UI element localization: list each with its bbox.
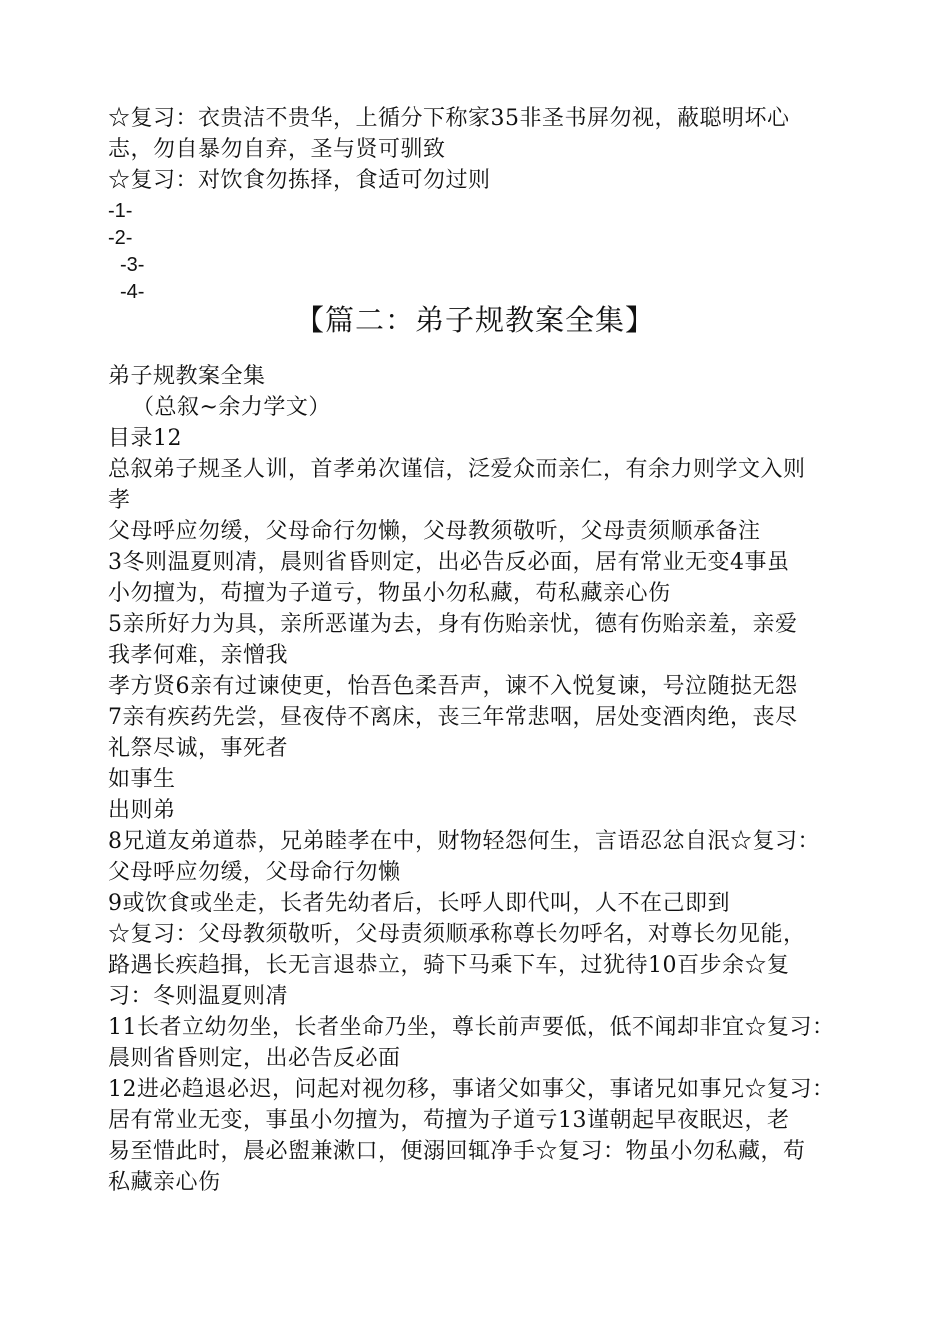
body-line: 11长者立幼勿坐，长者坐命乃坐，尊长前声要低，低不闻却非宜☆复习：: [108, 1015, 835, 1040]
body-line: 12进必趋退必迟，问起对视勿移，事诸父如事父，事诸兄如事兄☆复习：: [108, 1077, 835, 1102]
body-line: 孝: [108, 488, 131, 513]
page-number-3: -3-: [120, 254, 145, 276]
body-line: 居有常业无变，事虽小勿擅为，苟擅为子道亏13谨朝起早夜眠迟，老: [108, 1108, 790, 1133]
body-line: 5亲所好力为具，亲所恶谨为去，身有伤贻亲忧，德有伤贻亲羞，亲爱: [108, 612, 798, 637]
body-line: 路遇长疾趋揖，长无言退恭立，骑下马乘下车，过犹待10百步余☆复: [108, 953, 790, 978]
body-line: 总叙弟子规圣人训，首孝弟次谨信，泛爱众而亲仁，有余力则学文入则: [108, 457, 806, 482]
body-line: 晨则省昏则定，出必告反必面: [108, 1046, 401, 1071]
body-line: ☆复习：父母教须敬听，父母责须顺承称尊长勿呼名，对尊长勿见能，: [108, 922, 806, 947]
review-line-2: 志，勿自暴勿自弃，圣与贤可驯致: [108, 137, 446, 162]
body-line: 9或饮食或坐走，长者先幼者后，长呼人即代叫，人不在己即到: [108, 891, 730, 916]
body-line: 礼祭尽诚，事死者: [108, 736, 289, 761]
page-number-1: -1-: [108, 200, 133, 222]
body-line: 父母呼应勿缓，父母命行勿懒，父母教须敬听，父母责须顺承备注: [108, 519, 761, 544]
body-line: 如事生: [108, 767, 176, 792]
body-line: 易至惜此时，晨必盥兼漱口，便溺回辄净手☆复习：物虽小勿私藏，苟: [108, 1139, 806, 1164]
body-line: 父母呼应勿缓，父母命行勿懒: [108, 860, 401, 885]
section-heading: 【篇二：弟子规教案全集】: [294, 303, 655, 337]
review-line-3: ☆复习：对饮食勿拣择，食适可勿过则: [108, 168, 491, 193]
page-number-2: -2-: [108, 227, 133, 249]
body-line: （总叙~余力学文）: [132, 395, 331, 420]
body-line: 8兄道友弟道恭，兄弟睦孝在中，财物轻怨何生，言语忍忿自泯☆复习：: [108, 829, 820, 854]
body-line: 孝方贤6亲有过谏使更，怡吾色柔吾声，谏不入悦复谏，号泣随挞无怨: [108, 674, 798, 699]
body-line: 小勿擅为，苟擅为子道亏，物虽小勿私藏，苟私藏亲心伤: [108, 581, 671, 606]
body-line: 7亲有疾药先尝，昼夜侍不离床，丧三年常悲咽，居处变酒肉绝，丧尽: [108, 705, 798, 730]
page-number-4: -4-: [120, 281, 145, 303]
body-line: 弟子规教案全集: [108, 364, 266, 389]
body-line: 出则弟: [108, 798, 176, 823]
body-line: 习：冬则温夏则凊: [108, 984, 289, 1009]
body-line: 3冬则温夏则凊，晨则省昏则定，出必告反必面，居有常业无变4事虽: [108, 550, 790, 575]
body-line: 我孝何难，亲憎我: [108, 643, 289, 668]
review-line-1: ☆复习：衣贵洁不贵华，上循分下称家35非圣书屏勿视，蔽聪明坏心: [108, 106, 790, 131]
body-line: 私藏亲心伤: [108, 1170, 221, 1195]
body-line: 目录12: [108, 426, 182, 451]
